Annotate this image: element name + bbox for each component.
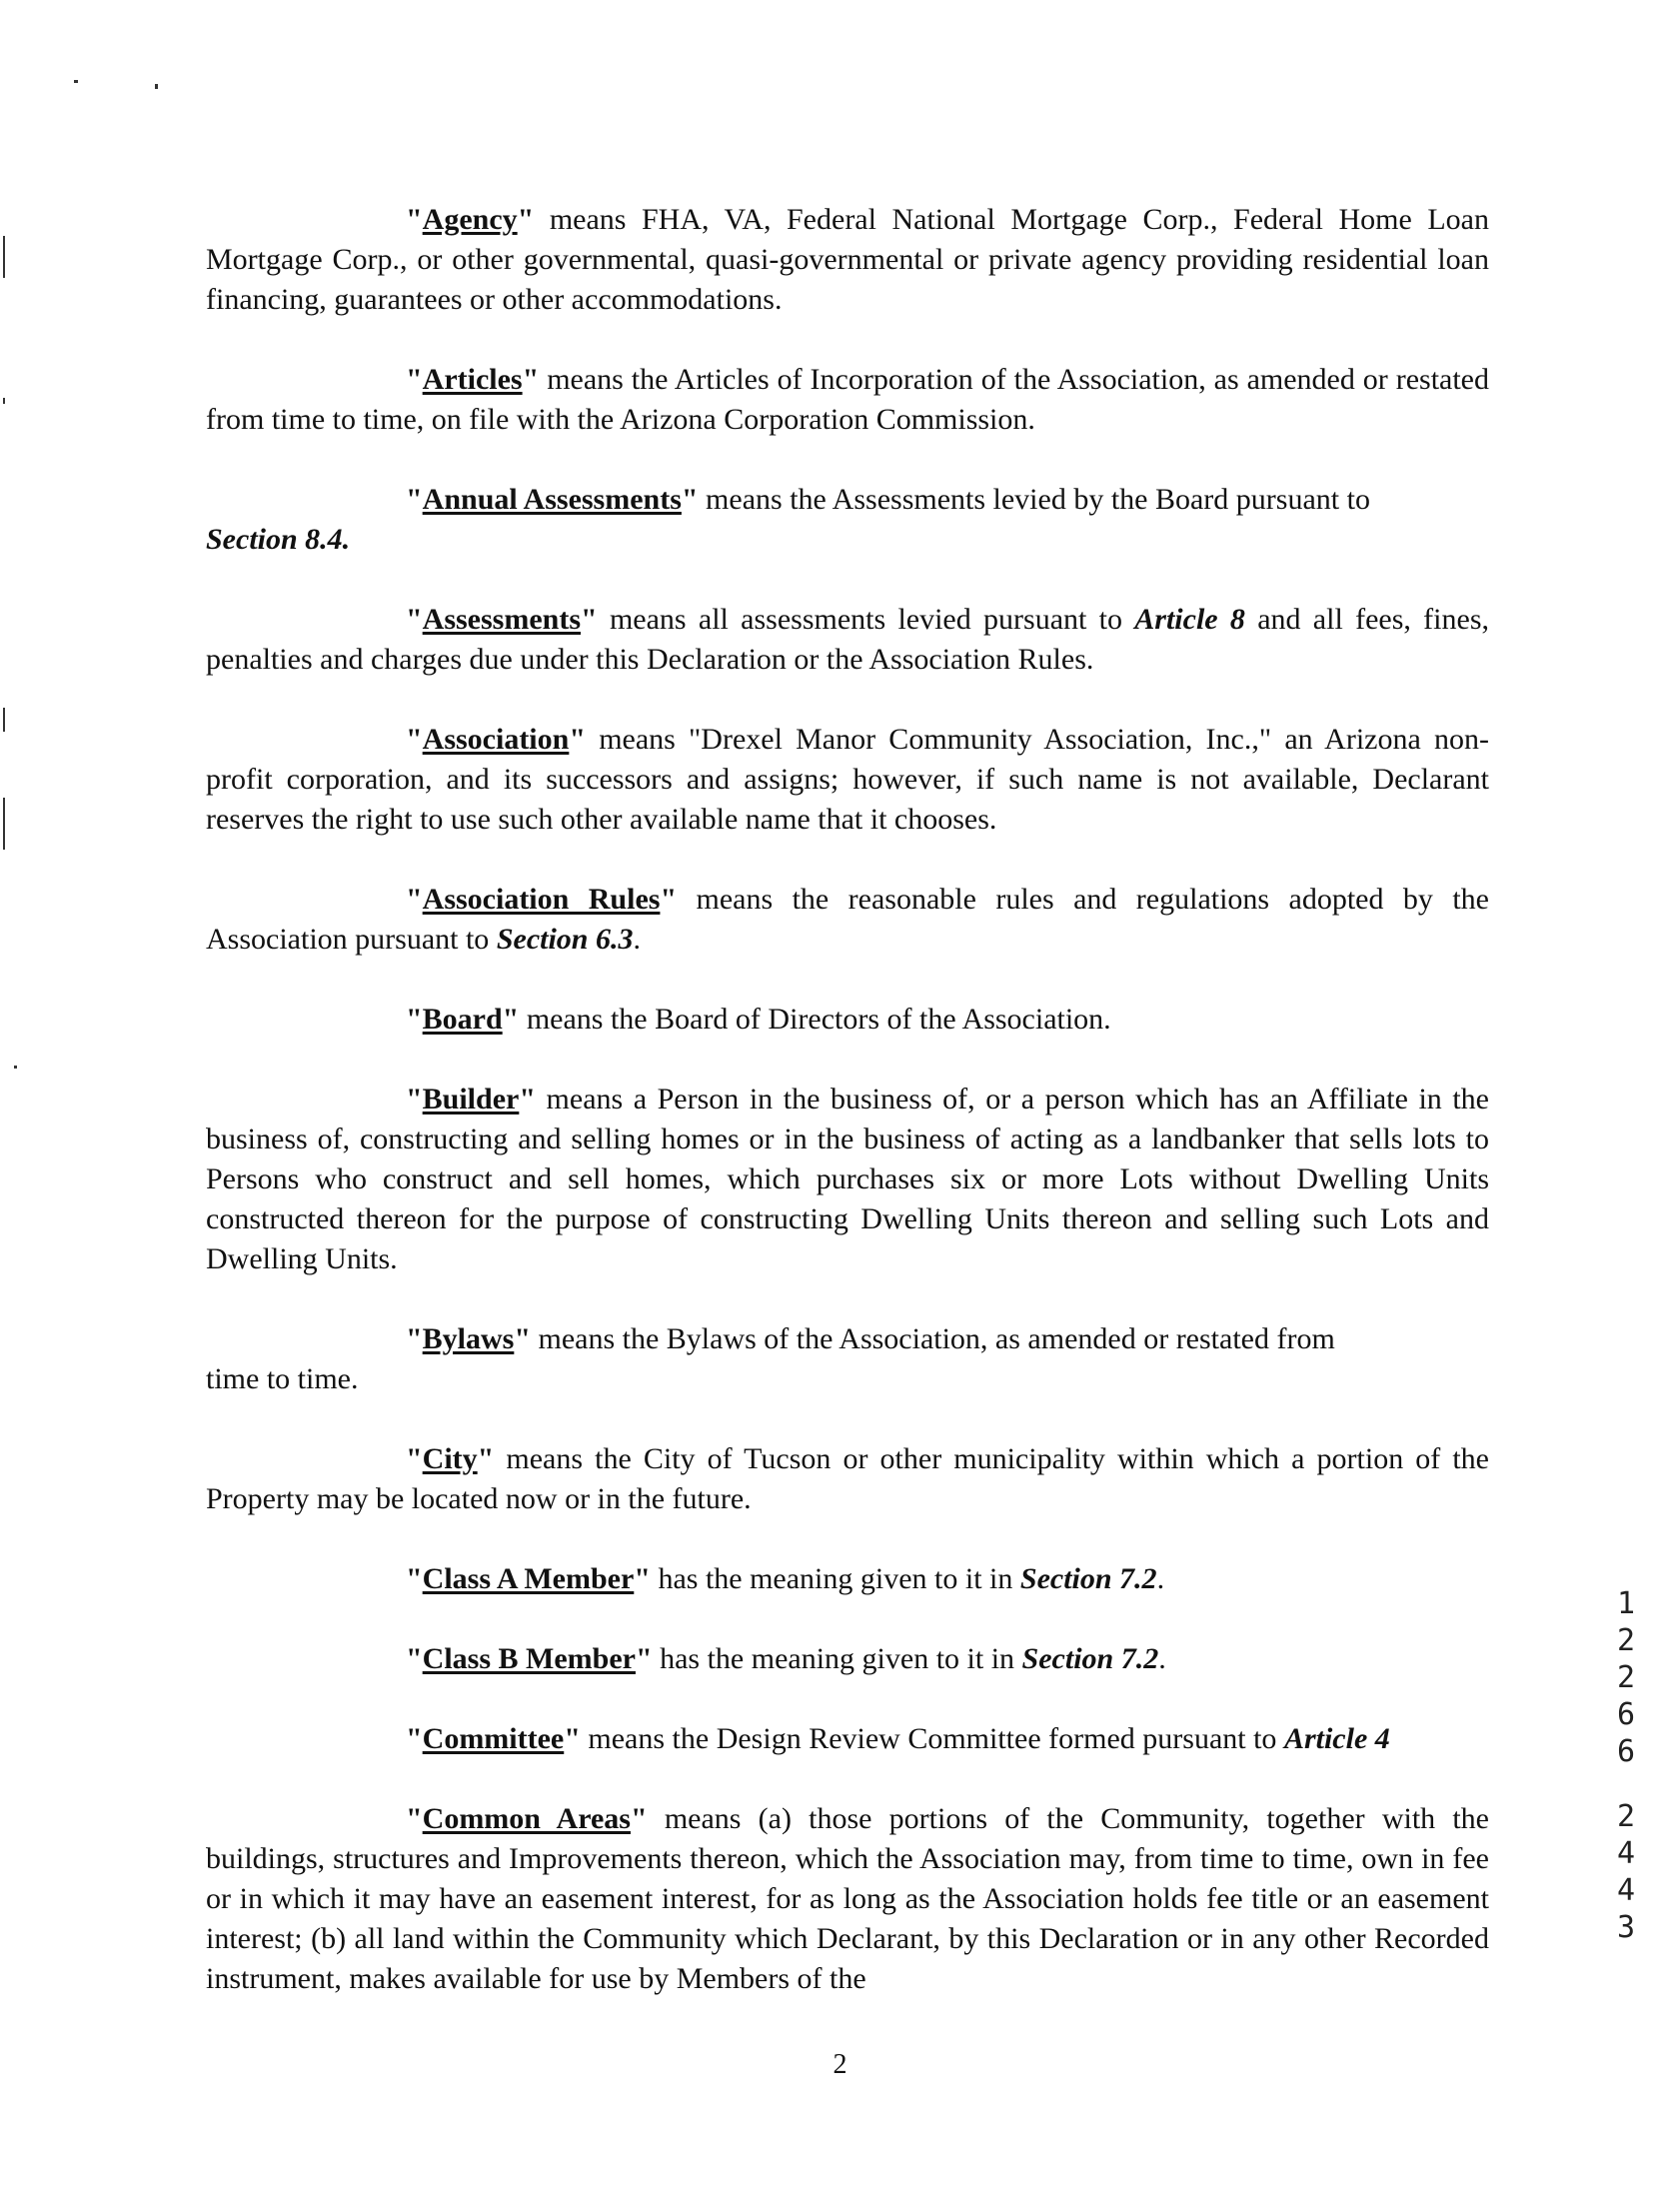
stamp-digit: 6 [1616, 1734, 1636, 1769]
definition-text: means (a) those portions of the Community, together with the buildings, structures and Improvements thereon, which the Association may, from time to time, own in fee or in which it may have an easement interest, for as long as the Association holds fee title or an easement interest; (b) all land within the Community which Declarant, by this Declaration or in any other Recorded instrument, makes available for use by Members of the [206, 1802, 1490, 1995]
defined-term: "Agency" [406, 203, 535, 236]
scan-mark [3, 236, 5, 278]
definition-text: . [633, 923, 641, 956]
definition-class-a-member [206, 1559, 1489, 1599]
defined-term: "Class B Member" [406, 1642, 653, 1675]
defined-term: "Articles" [406, 363, 540, 396]
stamp-digit: 2 [1616, 1660, 1636, 1695]
definition-continuation [206, 1359, 1489, 1399]
definition-text: has the meaning given to it in [650, 1562, 1020, 1595]
definition-association-rules [206, 880, 1489, 960]
definition-text: means "Drexel Manor Community Association, Inc.," an Arizona non-profit corporation, and its successors and assigns; however, if such name is not available, Declarant reserves the right to use such other available name that it chooses. [206, 723, 1489, 836]
section-reference: Section 6.3 [496, 923, 634, 956]
definition-continuation [206, 520, 1489, 560]
definitions-list [206, 200, 1489, 1999]
definition-text: means the Articles of Incorporation of the Association, as amended or restated from time to time, on file with the Arizona Corporation Commission. [206, 363, 1489, 436]
definition-text: means FHA, VA, Federal National Mortgage Corp., Federal Home Loan Mortgage Corp., or other governmental, quasi-governmental or private agency providing residential loan financing, guarantees or other accommodations. [206, 203, 1489, 316]
definition-text: has the meaning given to it in [652, 1642, 1022, 1675]
definition-bylaws [206, 1319, 1489, 1399]
definition-text: and all fees, fines, penalties and charges due under this Declaration or the Association Rules. [206, 603, 1489, 676]
definition-text: means a Person in the business of, or a person which has an Affiliate in the business of, constructing and selling homes or in the business of acting as a landbanker that sells lots to Persons who construct and sell homes, which purchases six or more Lots without Dwelling Units constructed thereon for the purpose of constructing Dwelling Units thereon and selling such Lots and Dwelling Units. [206, 1083, 1489, 1275]
definition-articles [206, 360, 1489, 440]
definition-agency [206, 200, 1489, 320]
defined-term: "Board" [406, 1003, 520, 1036]
definition-builder [206, 1080, 1489, 1279]
definition-text: means the reasonable rules and regulations adopted by the Association pursuant to [206, 883, 1489, 956]
defined-term: "Committee" [406, 1722, 581, 1755]
stamp-digit: 6 [1616, 1697, 1636, 1732]
defined-term: "Annual Assessments" [406, 483, 699, 516]
definition-text: means the Board of Directors of the Association. [519, 1003, 1111, 1036]
definition-text: means the Design Review Committee formed pursuant to [580, 1722, 1284, 1755]
section-reference: Section 8.4. [206, 523, 351, 556]
page-number: 2 [833, 2049, 847, 2080]
definition-text: means the City of Tucson or other municipality within which a portion of the Property may be located now or in the future. [206, 1442, 1489, 1515]
scan-mark [3, 708, 5, 732]
section-reference: Article 4 [1283, 1722, 1390, 1755]
stamp-digit: 2 [1616, 1799, 1636, 1834]
recording-number-stamp [1611, 1585, 1641, 1946]
defined-term: "Common Areas" [406, 1802, 648, 1835]
stamp-digit: 3 [1616, 1910, 1636, 1945]
section-reference: Section 7.2 [1019, 1562, 1157, 1595]
definition-text: . [1158, 1642, 1166, 1675]
definition-text: time to time. [206, 1362, 359, 1395]
definition-annual-assessments [206, 480, 1489, 560]
stamp-digit: 4 [1616, 1836, 1636, 1871]
defined-term: "Class A Member" [406, 1562, 651, 1595]
scan-mark [3, 798, 5, 850]
defined-term: "Association" [406, 723, 586, 756]
definition-text: means the Assessments levied by the Board pursuant to [698, 483, 1370, 516]
stamp-digit: 2 [1616, 1623, 1636, 1658]
defined-term: "City" [406, 1442, 495, 1475]
defined-term: "Builder" [406, 1083, 536, 1115]
definition-text: means all assessments levied pursuant to [597, 603, 1135, 636]
definition-city [206, 1439, 1489, 1519]
definition-board [206, 1000, 1489, 1040]
section-reference: Section 7.2 [1021, 1642, 1159, 1675]
scan-mark [74, 80, 78, 83]
definition-class-b-member [206, 1639, 1489, 1679]
stamp-digit: 4 [1616, 1873, 1636, 1908]
definition-text: means the Bylaws of the Association, as amended or restated from [531, 1322, 1335, 1355]
stamp-digit: 1 [1616, 1586, 1636, 1621]
definition-text: . [1156, 1562, 1165, 1595]
stamp-gap [1611, 1770, 1641, 1798]
scan-mark [155, 84, 158, 89]
scan-mark [3, 398, 5, 404]
defined-term: "Assessments" [406, 603, 598, 636]
scan-mark [14, 1066, 17, 1069]
definition-association [206, 720, 1489, 840]
definition-assessments [206, 600, 1489, 680]
defined-term: "Association Rules" [406, 883, 678, 916]
defined-term: "Bylaws" [406, 1322, 531, 1355]
section-reference: Article 8 [1134, 603, 1245, 636]
definition-common-areas [206, 1799, 1489, 1999]
definition-committee [206, 1719, 1489, 1759]
